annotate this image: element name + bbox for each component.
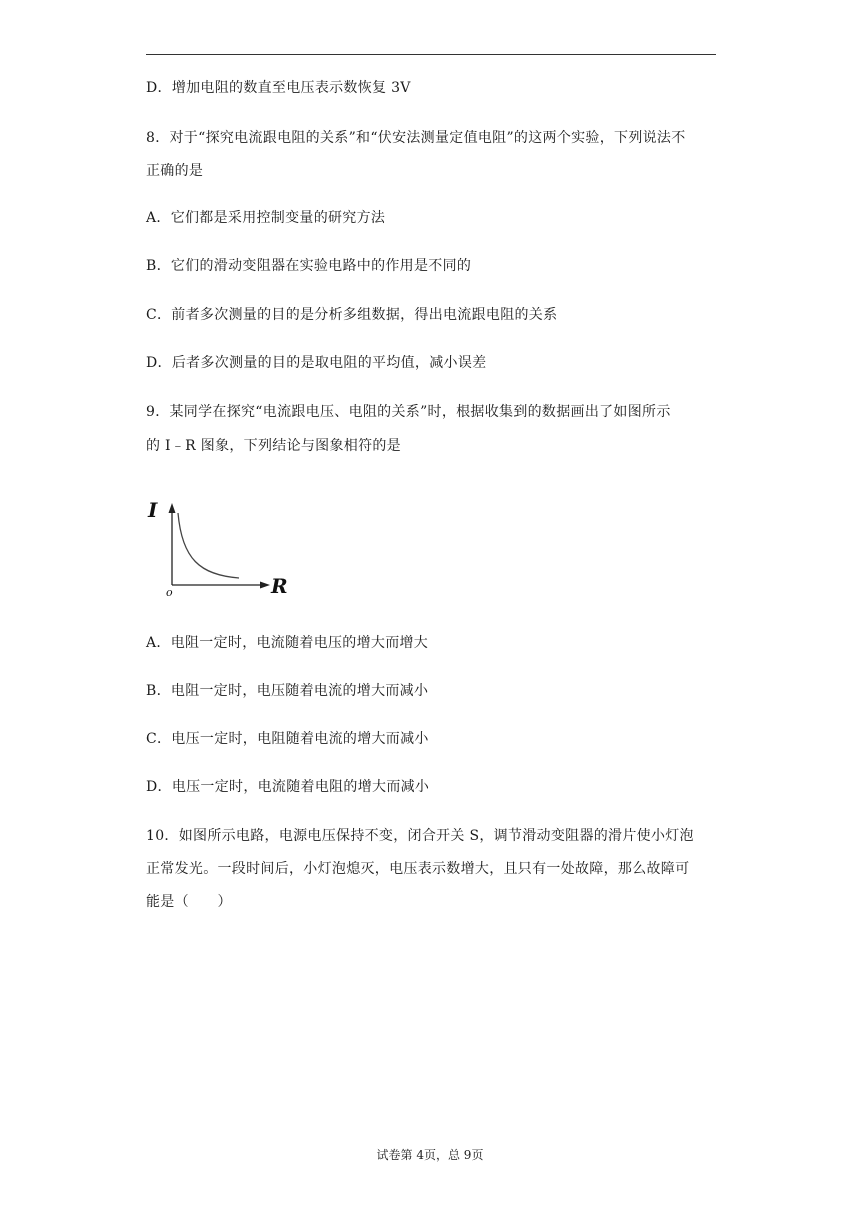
q9-stem-line1: 9．某同学在探究“电流跟电压、电阻的关系”时，根据收集到的数据画出了如图所示 — [146, 404, 671, 420]
graph-y-label: I — [148, 498, 158, 522]
q9-option-c: C．电压一定时，电阻随着电流的增大而减小 — [146, 731, 429, 747]
q9-option-b: B．电阻一定时，电压随着电流的增大而减小 — [146, 683, 429, 699]
q8-option-d: D．后者多次测量的目的是取电阻的平均值，减小误差 — [146, 355, 487, 371]
q10-stem-line2: 正常发光。一段时间后，小灯泡熄灭，电压表示数增大，且只有一处故障，那么故障可 — [146, 861, 690, 877]
q8-stem-line1: 8．对于“探究电流跟电阻的关系”和“伏安法测量定值电阻”的这两个实验，下列说法不 — [146, 130, 686, 146]
page-footer: 试卷第 4页，总 9页 — [376, 1148, 484, 1162]
y-axis-arrow — [169, 503, 176, 513]
q9-stem-line2: 的 I﹣R 图象，下列结论与图象相符的是 — [146, 438, 401, 454]
q9-option-a: A．电阻一定时，电流随着电压的增大而增大 — [146, 635, 429, 651]
graph-origin-label: o — [166, 586, 173, 599]
i-r-graph — [145, 497, 295, 602]
x-axis-arrow — [260, 582, 270, 589]
q8-stem-line2: 正确的是 — [146, 163, 204, 179]
q10-stem-line3: 能是（ ） — [146, 894, 232, 910]
q8-option-a: A．它们都是采用控制变量的研究方法 — [146, 210, 386, 226]
q7-option-d: D．增加电阻的数直至电压表示数恢复 3V — [146, 80, 411, 96]
graph-x-label: R — [271, 574, 288, 598]
q8-option-b: B．它们的滑动变阻器在实验电路中的作用是不同的 — [146, 258, 472, 274]
q10-stem-line1: 10．如图所示电路，电源电压保持不变，闭合开关 S，调节滑动变阻器的滑片使小灯泡 — [146, 828, 694, 844]
q8-option-c: C．前者多次测量的目的是分析多组数据，得出电流跟电阻的关系 — [146, 307, 558, 323]
inverse-curve — [178, 513, 239, 578]
q9-option-d: D．电压一定时，电流随着电阻的增大而减小 — [146, 779, 430, 795]
header-rule — [146, 54, 716, 55]
